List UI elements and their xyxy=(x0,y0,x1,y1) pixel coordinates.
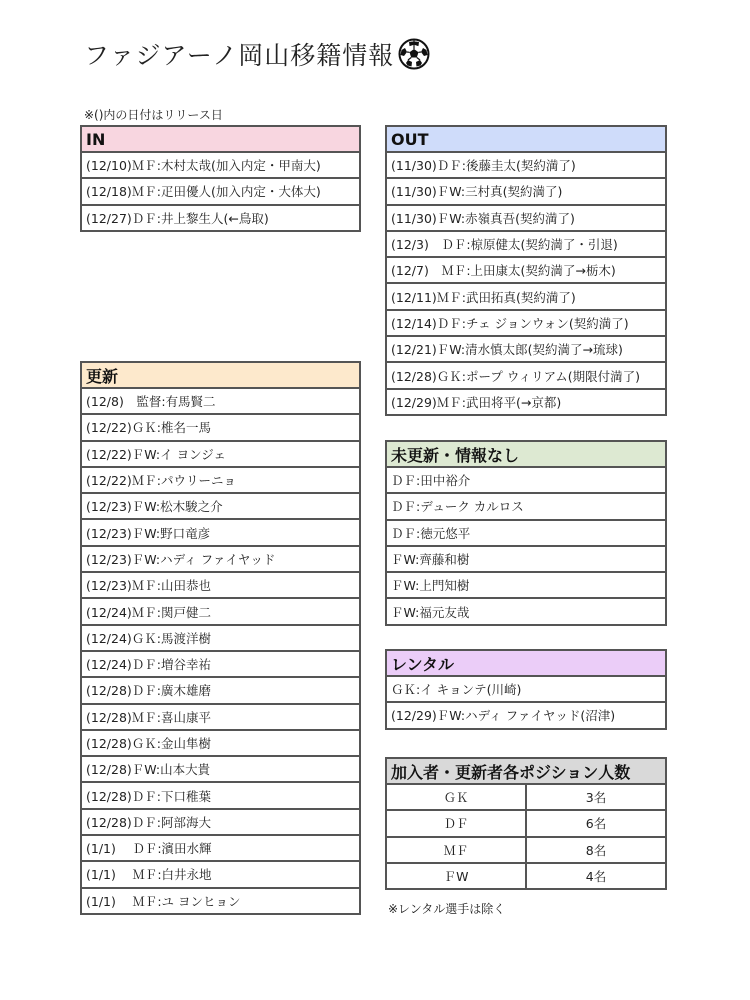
row-entry: ＤＦ:デューク カルロス xyxy=(386,493,666,519)
row-entry: (11/30)ＤＦ:後藤圭太(契約満了) xyxy=(386,152,666,178)
table-row xyxy=(81,572,360,598)
table-row xyxy=(81,730,360,756)
table-row xyxy=(386,205,666,231)
table-row xyxy=(386,231,666,257)
count-value: 3名 xyxy=(526,784,666,810)
table-row xyxy=(386,702,666,728)
count-row xyxy=(386,784,666,810)
table-row xyxy=(81,205,360,231)
position-count-header: 加入者・更新者各ポジション人数 xyxy=(386,758,666,784)
row-entry: (12/22)ＦW:イ ヨンジェ xyxy=(81,441,360,467)
in-table xyxy=(80,125,361,232)
renew-table-header: 更新 xyxy=(81,362,360,388)
count-row xyxy=(386,863,666,889)
row-entry: (12/8) 監督:有馬賢二 xyxy=(81,388,360,414)
renew-table xyxy=(80,361,361,915)
not-updated-table-header: 未更新・情報なし xyxy=(386,441,666,467)
not-updated-table xyxy=(385,440,667,626)
table-row xyxy=(81,519,360,545)
row-entry: (12/24)ＤＦ:増谷幸祐 xyxy=(81,651,360,677)
row-entry: (11/30)ＦW:三村真(契約満了) xyxy=(386,178,666,204)
row-entry: (12/23)ＦW:ハディ ファイヤッド xyxy=(81,546,360,572)
row-entry: (12/21)ＦW:清水慎太郎(契約満了→琉球) xyxy=(386,336,666,362)
release-date-note: ※()内の日付はリリース日 xyxy=(84,108,223,122)
row-entry: (12/28)ＤＦ:廣木雄磨 xyxy=(81,677,360,703)
table-row xyxy=(386,283,666,309)
row-entry: (12/24)ＧＫ:馬渡洋樹 xyxy=(81,625,360,651)
count-value: 4名 xyxy=(526,863,666,889)
table-row xyxy=(81,782,360,808)
in-table-header: IN xyxy=(81,126,360,152)
page-title xyxy=(84,36,430,72)
table-row xyxy=(386,520,666,546)
table-row xyxy=(81,414,360,440)
row-entry: (12/3) ＤＦ:椋原健太(契約満了・引退) xyxy=(386,231,666,257)
table-row xyxy=(81,809,360,835)
row-entry: (12/23)ＭＦ:山田恭也 xyxy=(81,572,360,598)
count-position: ＧＫ xyxy=(386,784,526,810)
table-row xyxy=(81,152,360,178)
row-entry: (12/29)ＦW:ハディ ファイヤッド(沼津) xyxy=(386,702,666,728)
row-entry: (12/24)ＭＦ:関戸健二 xyxy=(81,598,360,624)
table-row xyxy=(81,704,360,730)
table-row xyxy=(386,178,666,204)
table-row xyxy=(386,257,666,283)
out-table xyxy=(385,125,667,416)
rental-excluded-note: ※レンタル選手は除く xyxy=(388,902,506,916)
table-row xyxy=(81,598,360,624)
table-row xyxy=(81,467,360,493)
table-row xyxy=(386,336,666,362)
count-position: ＦW xyxy=(386,863,526,889)
rental-table-header: レンタル xyxy=(386,650,666,676)
row-entry: (12/11)ＭＦ:武田拓真(契約満了) xyxy=(386,283,666,309)
table-row xyxy=(386,467,666,493)
row-entry: (12/18)ＭＦ:疋田優人(加入内定・大体大) xyxy=(81,178,360,204)
row-entry: (12/23)ＦW:野口竜彦 xyxy=(81,519,360,545)
row-entry: ＦW:福元友哉 xyxy=(386,598,666,624)
row-entry: ＦW:齊藤和樹 xyxy=(386,546,666,572)
table-row xyxy=(81,388,360,414)
row-entry: (12/22)ＭＦ:パウリーニョ xyxy=(81,467,360,493)
table-row xyxy=(386,310,666,336)
table-row xyxy=(81,861,360,887)
table-row xyxy=(81,625,360,651)
soccer-ball-icon xyxy=(398,38,430,70)
row-entry: (12/29)ＭＦ:武田将平(→京都) xyxy=(386,389,666,415)
row-entry: (12/28)ＭＦ:喜山康平 xyxy=(81,704,360,730)
row-entry: (1/1) ＭＦ:白井永地 xyxy=(81,861,360,887)
table-row xyxy=(81,756,360,782)
table-row xyxy=(386,152,666,178)
table-row xyxy=(386,598,666,624)
table-row xyxy=(81,441,360,467)
row-entry: (12/28)ＦW:山本大貴 xyxy=(81,756,360,782)
row-entry: (1/1) ＤＦ:濱田水輝 xyxy=(81,835,360,861)
table-row xyxy=(81,888,360,914)
count-row xyxy=(386,810,666,836)
table-row xyxy=(386,546,666,572)
row-entry: ＦW:上門知樹 xyxy=(386,572,666,598)
table-row xyxy=(386,676,666,702)
count-position: ＭＦ xyxy=(386,837,526,863)
table-row xyxy=(81,651,360,677)
table-row xyxy=(81,493,360,519)
row-entry: (12/27)ＤＦ:井上黎生人(←鳥取) xyxy=(81,205,360,231)
table-row xyxy=(81,677,360,703)
row-entry: (12/23)ＦW:松木駿之介 xyxy=(81,493,360,519)
row-entry: (12/7) ＭＦ:上田康太(契約満了→栃木) xyxy=(386,257,666,283)
row-entry: (12/28)ＤＦ:下口稚葉 xyxy=(81,782,360,808)
row-entry: (12/10)ＭＦ:木村太哉(加入内定・甲南大) xyxy=(81,152,360,178)
row-entry: ＤＦ:田中裕介 xyxy=(386,467,666,493)
position-count-table xyxy=(385,757,667,890)
count-row xyxy=(386,837,666,863)
table-row xyxy=(386,572,666,598)
out-table-header: OUT xyxy=(386,126,666,152)
row-entry: (12/28)ＧＫ:ポープ ウィリアム(期限付満了) xyxy=(386,362,666,388)
row-entry: (12/22)ＧＫ:椎名一馬 xyxy=(81,414,360,440)
table-row xyxy=(386,362,666,388)
row-entry: (11/30)ＦW:赤嶺真吾(契約満了) xyxy=(386,205,666,231)
page-title-text: ファジアーノ岡山移籍情報 xyxy=(84,41,395,70)
table-row xyxy=(386,389,666,415)
table-row xyxy=(81,178,360,204)
row-entry: (12/14)ＤＦ:チェ ジョンウォン(契約満了) xyxy=(386,310,666,336)
row-entry: (12/28)ＤＦ:阿部海大 xyxy=(81,809,360,835)
table-row xyxy=(386,493,666,519)
row-entry: (1/1) ＭＦ:ユ ヨンヒョン xyxy=(81,888,360,914)
count-value: 8名 xyxy=(526,837,666,863)
row-entry: ＧＫ:イ キョンテ(川崎) xyxy=(386,676,666,702)
count-position: ＤＦ xyxy=(386,810,526,836)
row-entry: ＤＦ:徳元悠平 xyxy=(386,520,666,546)
count-value: 6名 xyxy=(526,810,666,836)
table-row xyxy=(81,546,360,572)
row-entry: (12/28)ＧＫ:金山隼樹 xyxy=(81,730,360,756)
table-row xyxy=(81,835,360,861)
rental-table xyxy=(385,649,667,730)
